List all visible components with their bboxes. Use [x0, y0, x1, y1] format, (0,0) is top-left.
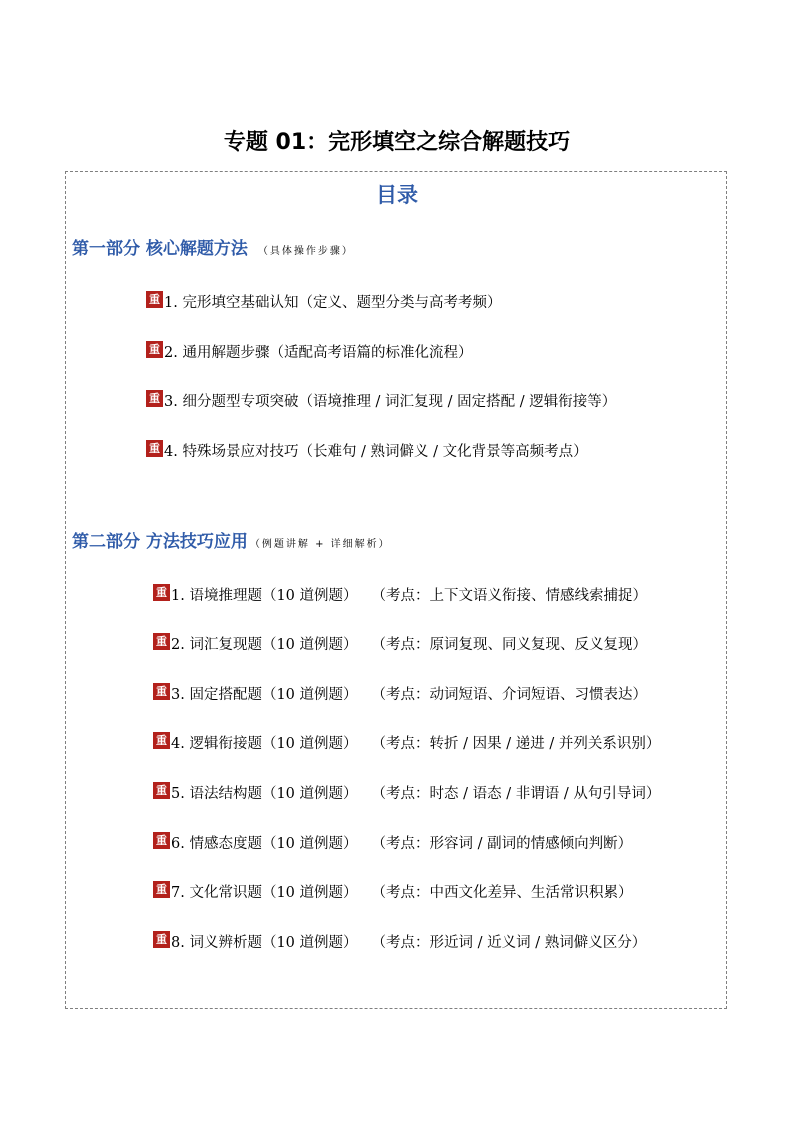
part2-title: 第二部分 方法技巧应用: [72, 532, 248, 552]
key-point-badge-icon: 重: [146, 440, 163, 457]
toc-item[interactable]: [146, 441, 588, 463]
toc-item[interactable]: [153, 585, 647, 607]
part2-note: （例题讲解 + 详细解析）: [249, 539, 391, 550]
toc-item-detail: （考点：上下文语义衔接、情感线索捕捉）: [371, 588, 648, 604]
part1-heading: [72, 237, 354, 264]
key-point-badge-icon: 重: [153, 832, 170, 849]
key-point-badge-icon: 重: [146, 390, 163, 407]
toc-item-detail: （考点：转折 / 因果 / 递进 / 并列关系识别）: [371, 736, 661, 752]
toc-item-main: 4. 逻辑衔接题（10 道例题）: [171, 736, 358, 752]
toc-item[interactable]: [153, 833, 632, 855]
toc-item[interactable]: [146, 391, 616, 413]
toc-item[interactable]: [153, 783, 660, 805]
key-point-badge-icon: 重: [153, 881, 170, 898]
toc-item-detail: （考点：中西文化差异、生活常识积累）: [371, 885, 633, 901]
part2-heading: [72, 530, 391, 557]
part1-note: （具体操作步骤）: [257, 246, 354, 257]
toc-item[interactable]: [153, 684, 647, 706]
key-point-badge-icon: 重: [153, 633, 170, 650]
key-point-badge-icon: 重: [153, 782, 170, 799]
toc-item-detail: （考点：原词复现、同义复现、反义复现）: [371, 637, 648, 653]
toc-item-text: 2. 通用解题步骤（适配高考语篇的标准化流程）: [164, 345, 473, 361]
toc-item[interactable]: [146, 292, 501, 314]
toc-item[interactable]: [146, 342, 472, 364]
toc-item-main: 8. 词义辨析题（10 道例题）: [171, 935, 358, 951]
toc-item-main: 2. 词汇复现题（10 道例题）: [171, 637, 358, 653]
toc-item-main: 7. 文化常识题（10 道例题）: [171, 885, 358, 901]
key-point-badge-icon: 重: [146, 291, 163, 308]
toc-item[interactable]: [153, 882, 633, 904]
toc-item-text: 4. 特殊场景应对技巧（长难句 / 熟词僻义 / 文化背景等高频考点）: [164, 444, 588, 460]
toc-item-detail: （考点：时态 / 语态 / 非谓语 / 从句引导词）: [371, 786, 661, 802]
toc-item-main: 6. 情感态度题（10 道例题）: [171, 836, 358, 852]
toc-item[interactable]: [153, 634, 647, 656]
toc-item-text: 3. 细分题型专项突破（语境推理 / 词汇复现 / 固定搭配 / 逻辑衔接等）: [164, 394, 617, 410]
toc-item-text: 1. 完形填空基础认知（定义、题型分类与高考考频）: [164, 295, 502, 311]
key-point-badge-icon: 重: [153, 931, 170, 948]
toc-item-main: 3. 固定搭配题（10 道例题）: [171, 687, 358, 703]
toc-item-main: 1. 语境推理题（10 道例题）: [171, 588, 358, 604]
key-point-badge-icon: 重: [153, 683, 170, 700]
toc-item-detail: （考点：形容词 / 副词的情感倾向判断）: [371, 836, 633, 852]
document-title: 专题 01：完形填空之综合解题技巧: [223, 130, 571, 155]
part1-title: 第一部分 核心解题方法: [72, 239, 248, 259]
toc-item-detail: （考点：动词短语、介词短语、习惯表达）: [371, 687, 648, 703]
toc-item[interactable]: [153, 932, 646, 954]
key-point-badge-icon: 重: [146, 341, 163, 358]
toc-item[interactable]: [153, 733, 660, 755]
toc-heading: 目录: [376, 183, 418, 207]
toc-item-detail: （考点：形近词 / 近义词 / 熟词僻义区分）: [371, 935, 647, 951]
key-point-badge-icon: 重: [153, 584, 170, 601]
key-point-badge-icon: 重: [153, 732, 170, 749]
toc-item-main: 5. 语法结构题（10 道例题）: [171, 786, 358, 802]
